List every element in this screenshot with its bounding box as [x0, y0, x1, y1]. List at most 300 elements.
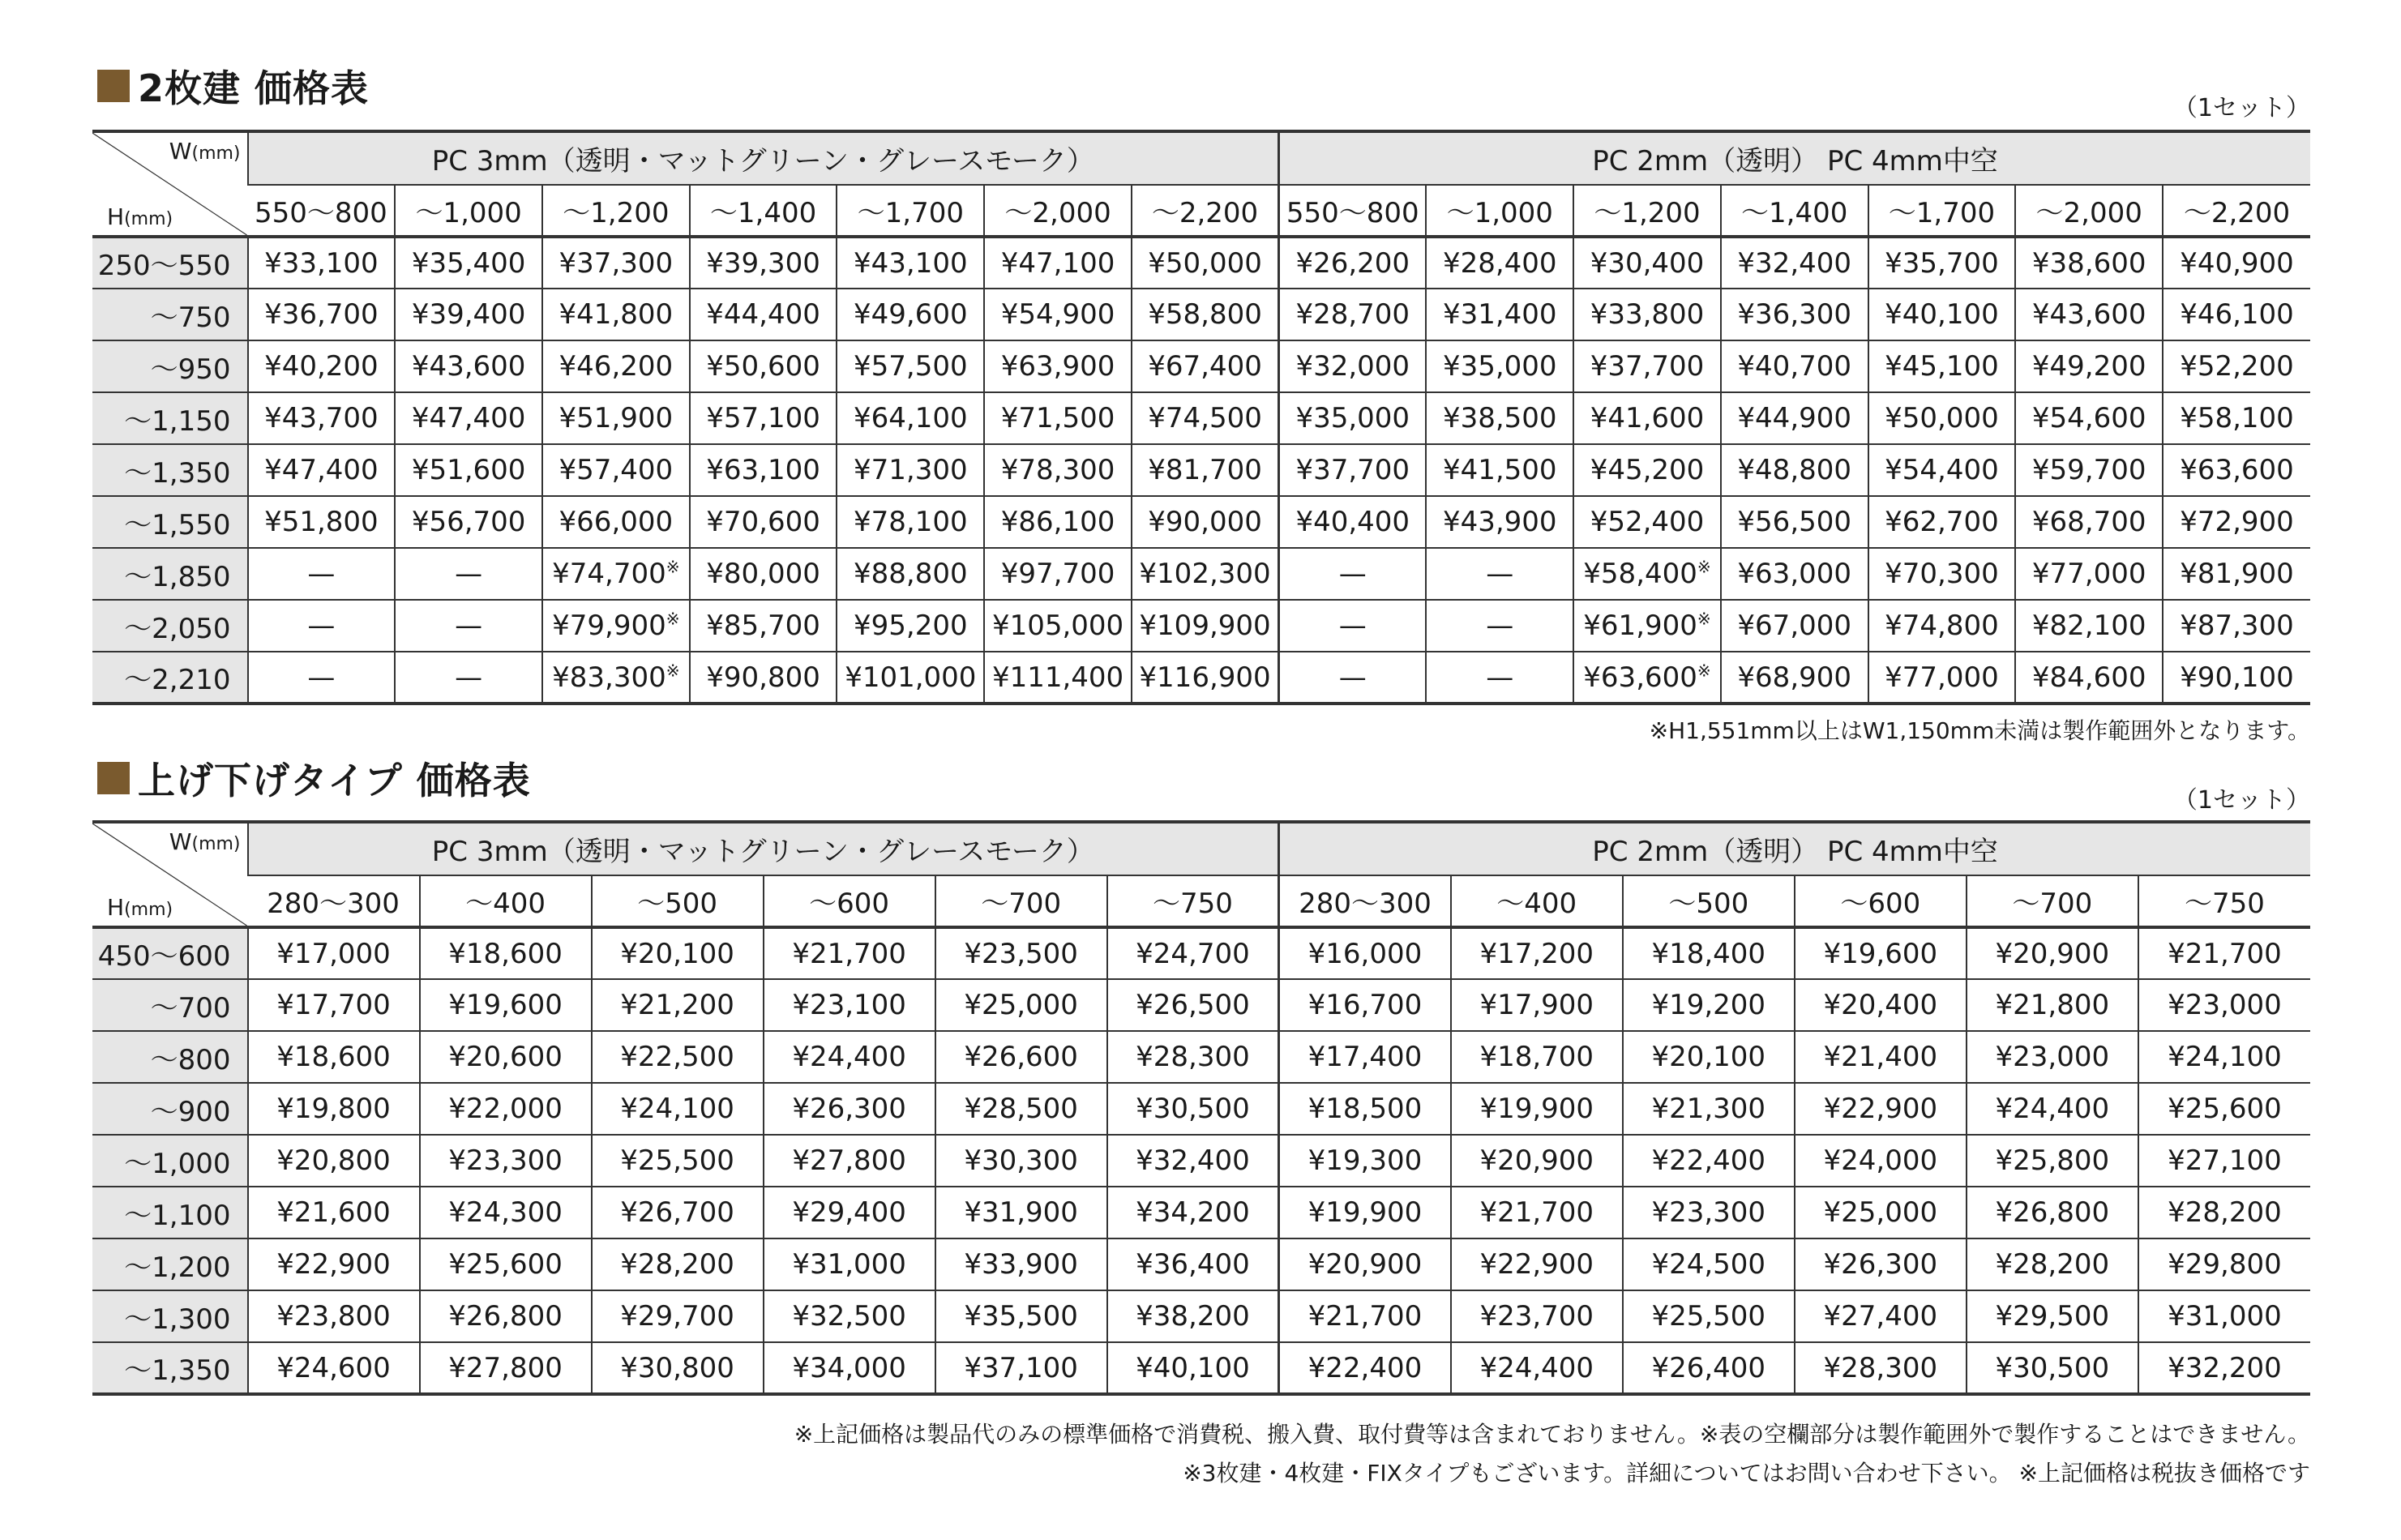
price-cell: ¥40,700 [1721, 340, 1868, 392]
table-group-header-row [92, 131, 2310, 185]
group-header-pc2mm-4mm: PC 2mm（透明） PC 4mm中空 [1279, 822, 2310, 875]
price-cell: ¥58,400※ [1573, 548, 1721, 600]
price-cell: ¥21,700 [764, 927, 935, 979]
price-cell: ¥52,200 [2163, 340, 2310, 392]
price-cell: ¥34,000 [764, 1342, 935, 1394]
footer-note-2: ※3枚建・4枚建・FIXタイプもございます。詳細についてはお問い合わせ下さい。 ※上記価格は税抜き価格です [1183, 1460, 2310, 1487]
price-cell: ¥37,300 [542, 237, 690, 289]
column-header: 〜600 [1795, 875, 1967, 927]
price-cell: ¥24,400 [1967, 1083, 2138, 1135]
price-cell: ¥18,600 [420, 927, 592, 979]
row-header: 〜700 [92, 979, 248, 1031]
price-cell: ¥109,900 [1132, 600, 1279, 652]
price-cell: — [395, 600, 542, 652]
price-cell: ¥30,300 [935, 1135, 1107, 1187]
table1-title-text: 2枚建 価格表 [138, 66, 370, 110]
price-cell: ¥18,400 [1623, 927, 1795, 979]
price-cell: ¥23,800 [248, 1290, 420, 1342]
price-cell: ¥71,300 [837, 444, 984, 496]
price-cell: ¥27,100 [2138, 1135, 2310, 1187]
price-cell: ¥78,100 [837, 496, 984, 548]
price-cell: ¥74,700※ [542, 548, 690, 600]
row-header: 〜2,050 [92, 600, 248, 652]
price-table-sliding [92, 820, 2310, 1396]
price-cell: ¥37,700 [1573, 340, 1721, 392]
price-cell: ¥71,500 [984, 392, 1132, 444]
price-cell: ¥64,100 [837, 392, 984, 444]
price-cell: ¥70,600 [690, 496, 837, 548]
price-cell: ¥54,600 [2015, 392, 2163, 444]
table1-footnote: ※H1,551mm以上はW1,150mm未満は製作範囲外となります。 [1649, 717, 2310, 744]
price-cell: ¥17,700 [248, 979, 420, 1031]
price-cell: — [1426, 652, 1573, 704]
price-cell: ¥57,400 [542, 444, 690, 496]
price-cell: ¥39,300 [690, 237, 837, 289]
note-mark: ※ [1697, 609, 1711, 629]
column-header: 〜700 [935, 875, 1107, 927]
price-cell: ¥35,500 [935, 1290, 1107, 1342]
note-mark: ※ [1697, 557, 1711, 577]
price-cell: ¥77,000 [1868, 652, 2016, 704]
table-row [92, 1135, 2310, 1187]
row-header: 250〜550 [92, 237, 248, 289]
price-cell: ¥26,500 [1107, 979, 1279, 1031]
column-header: 550〜800 [248, 185, 396, 237]
table2-set-label: （1セット） [2172, 786, 2310, 815]
table-row [92, 979, 2310, 1031]
price-cell: ¥95,200 [837, 600, 984, 652]
table-row [92, 392, 2310, 444]
square-bullet-icon [97, 70, 130, 102]
price-cell: ¥26,800 [420, 1290, 592, 1342]
price-cell: ¥54,400 [1868, 444, 2016, 496]
table-row [92, 652, 2310, 704]
price-cell: ¥26,400 [1623, 1342, 1795, 1394]
price-cell: ¥22,400 [1279, 1342, 1451, 1394]
price-cell: ¥40,900 [2163, 237, 2310, 289]
price-cell: ¥23,700 [1451, 1290, 1623, 1342]
column-header: 280〜300 [1279, 875, 1451, 927]
row-header: 〜1,350 [92, 1342, 248, 1394]
price-cell: ¥63,100 [690, 444, 837, 496]
price-cell: ¥38,500 [1426, 392, 1573, 444]
price-cell: ¥24,300 [420, 1187, 592, 1238]
group-header-pc3mm: PC 3mm（透明・マットグリーン・グレースモーク） [248, 822, 1279, 875]
price-cell: ¥49,200 [2015, 340, 2163, 392]
price-cell: ¥23,000 [1967, 1031, 2138, 1083]
column-header: 550〜800 [1279, 185, 1427, 237]
price-cell: ¥28,200 [1967, 1238, 2138, 1290]
price-cell: ¥28,200 [2138, 1187, 2310, 1238]
price-cell: ¥21,800 [1967, 979, 2138, 1031]
price-cell: ¥85,700 [690, 600, 837, 652]
price-cell: ¥97,700 [984, 548, 1132, 600]
price-cell: ¥16,700 [1279, 979, 1451, 1031]
note-mark: ※ [666, 661, 680, 681]
price-cell: ¥74,500 [1132, 392, 1279, 444]
price-cell: ¥23,300 [420, 1135, 592, 1187]
row-header: 〜1,200 [92, 1238, 248, 1290]
price-cell: ¥17,900 [1451, 979, 1623, 1031]
column-header: 〜2,200 [2163, 185, 2310, 237]
price-cell: ¥111,400 [984, 652, 1132, 704]
height-axis-label: H(mm) [107, 894, 173, 921]
price-cell: ¥61,900※ [1573, 600, 1721, 652]
price-cell: ¥47,100 [984, 237, 1132, 289]
price-cell: ¥47,400 [395, 392, 542, 444]
price-cell: ¥29,800 [2138, 1238, 2310, 1290]
price-cell: ¥30,500 [1107, 1083, 1279, 1135]
price-cell: ¥45,100 [1868, 340, 2016, 392]
price-cell: ¥29,500 [1967, 1290, 2138, 1342]
price-cell: ¥17,400 [1279, 1031, 1451, 1083]
square-bullet-icon [97, 762, 130, 794]
price-cell: ¥24,500 [1623, 1238, 1795, 1290]
column-header: 〜1,400 [690, 185, 837, 237]
row-header: 〜1,300 [92, 1290, 248, 1342]
table2-title-text: 上げ下げタイプ 価格表 [138, 759, 531, 802]
price-cell: ¥31,000 [2138, 1290, 2310, 1342]
price-cell: ¥34,200 [1107, 1187, 1279, 1238]
price-cell: ¥20,400 [1795, 979, 1967, 1031]
price-cell: ¥28,500 [935, 1083, 1107, 1135]
price-cell: — [248, 548, 396, 600]
column-header: 〜1,700 [837, 185, 984, 237]
price-cell: ¥88,800 [837, 548, 984, 600]
price-cell: ¥21,200 [592, 979, 764, 1031]
price-cell: ¥33,800 [1573, 289, 1721, 340]
group-header-pc3mm: PC 3mm（透明・マットグリーン・グレースモーク） [248, 131, 1279, 185]
column-header: 〜2,000 [984, 185, 1132, 237]
price-cell: ¥67,400 [1132, 340, 1279, 392]
price-cell: ¥35,700 [1868, 237, 2016, 289]
row-header: 〜750 [92, 289, 248, 340]
row-header: 〜1,150 [92, 392, 248, 444]
column-header: 〜600 [764, 875, 935, 927]
price-cell: ¥22,900 [1795, 1083, 1967, 1135]
table-row [92, 289, 2310, 340]
price-cell: ¥43,600 [395, 340, 542, 392]
price-cell: ¥40,100 [1868, 289, 2016, 340]
table-column-header-row [92, 185, 2310, 237]
price-cell: ¥30,400 [1573, 237, 1721, 289]
price-cell: — [248, 652, 396, 704]
price-cell: ¥77,000 [2015, 548, 2163, 600]
price-cell: ¥31,900 [935, 1187, 1107, 1238]
price-cell: — [1279, 652, 1427, 704]
row-header: 〜2,210 [92, 652, 248, 704]
price-cell: ¥37,100 [935, 1342, 1107, 1394]
price-cell: ¥40,100 [1107, 1342, 1279, 1394]
price-cell: ¥50,000 [1132, 237, 1279, 289]
table-row [92, 600, 2310, 652]
price-cell: ¥28,300 [1795, 1342, 1967, 1394]
price-cell: ¥21,700 [1279, 1290, 1451, 1342]
price-cell: ¥32,200 [2138, 1342, 2310, 1394]
price-cell: ¥19,600 [420, 979, 592, 1031]
price-cell: ¥58,800 [1132, 289, 1279, 340]
price-cell: ¥21,400 [1795, 1031, 1967, 1083]
row-header: 〜950 [92, 340, 248, 392]
price-cell: ¥28,300 [1107, 1031, 1279, 1083]
row-header: 〜800 [92, 1031, 248, 1083]
price-cell: ¥26,600 [935, 1031, 1107, 1083]
price-cell: ¥21,600 [248, 1187, 420, 1238]
price-cell: ¥90,800 [690, 652, 837, 704]
price-cell: ¥24,400 [1451, 1342, 1623, 1394]
price-cell: ¥22,900 [248, 1238, 420, 1290]
price-cell: ¥18,500 [1279, 1083, 1451, 1135]
column-header: 〜1,700 [1868, 185, 2016, 237]
price-cell: ¥39,400 [395, 289, 542, 340]
price-cell: ¥33,900 [935, 1238, 1107, 1290]
price-cell: ¥20,900 [1279, 1238, 1451, 1290]
price-cell: ¥83,300※ [542, 652, 690, 704]
price-cell: ¥28,700 [1279, 289, 1427, 340]
column-header: 〜1,200 [1573, 185, 1721, 237]
price-cell: ¥50,000 [1868, 392, 2016, 444]
price-cell: ¥56,700 [395, 496, 542, 548]
price-cell: ¥80,000 [690, 548, 837, 600]
price-cell: ¥26,200 [1279, 237, 1427, 289]
price-cell: ¥28,200 [592, 1238, 764, 1290]
price-cell: ¥47,400 [248, 444, 396, 496]
price-cell: ¥46,100 [2163, 289, 2310, 340]
price-cell: ¥19,900 [1451, 1083, 1623, 1135]
price-cell: ¥20,800 [248, 1135, 420, 1187]
price-cell: ¥26,300 [1795, 1238, 1967, 1290]
price-cell: ¥27,400 [1795, 1290, 1967, 1342]
price-cell: ¥19,600 [1795, 927, 1967, 979]
price-cell: ¥51,800 [248, 496, 396, 548]
table-row [92, 340, 2310, 392]
price-cell: ¥72,900 [2163, 496, 2310, 548]
price-cell: ¥38,600 [2015, 237, 2163, 289]
table2-title [97, 754, 531, 802]
price-cell: ¥36,300 [1721, 289, 1868, 340]
price-cell: ¥36,700 [248, 289, 396, 340]
price-cell: ¥22,500 [592, 1031, 764, 1083]
price-cell: ¥29,400 [764, 1187, 935, 1238]
price-cell: ¥19,900 [1279, 1187, 1451, 1238]
price-table-2-panel [92, 130, 2310, 705]
price-cell: ¥17,200 [1451, 927, 1623, 979]
price-cell: ¥24,400 [764, 1031, 935, 1083]
price-cell: ¥20,900 [1451, 1135, 1623, 1187]
price-cell: ¥32,400 [1721, 237, 1868, 289]
column-header: 〜500 [1623, 875, 1795, 927]
footer-note-1: ※上記価格は製品代のみの標準価格で消費税、搬入費、取付費等は含まれておりません。※表の空欄部分は製作範囲外で製作することはできません。 [794, 1421, 2310, 1448]
price-cell: ¥43,900 [1426, 496, 1573, 548]
price-cell: ¥22,900 [1451, 1238, 1623, 1290]
column-header: 〜2,000 [2015, 185, 2163, 237]
price-cell: ¥116,900 [1132, 652, 1279, 704]
price-cell: ¥30,500 [1967, 1342, 2138, 1394]
column-header: 〜1,400 [1721, 185, 1868, 237]
price-cell: ¥22,400 [1623, 1135, 1795, 1187]
price-cell: ¥68,900 [1721, 652, 1868, 704]
price-cell: ¥79,900※ [542, 600, 690, 652]
price-cell: — [248, 600, 396, 652]
price-cell: — [395, 548, 542, 600]
price-cell: ¥25,500 [592, 1135, 764, 1187]
price-cell: ¥20,100 [592, 927, 764, 979]
price-cell: ¥41,800 [542, 289, 690, 340]
price-cell: ¥35,000 [1279, 392, 1427, 444]
width-axis-label: W(mm) [169, 138, 241, 165]
price-cell: ¥43,100 [837, 237, 984, 289]
price-cell: ¥23,500 [935, 927, 1107, 979]
price-cell: ¥74,800 [1868, 600, 2016, 652]
price-cell: ¥24,700 [1107, 927, 1279, 979]
price-cell: ¥25,000 [1795, 1187, 1967, 1238]
column-header: 〜1,200 [542, 185, 690, 237]
column-header: 〜500 [592, 875, 764, 927]
price-cell: ¥63,600 [2163, 444, 2310, 496]
price-cell: ¥63,900 [984, 340, 1132, 392]
price-cell: — [1279, 600, 1427, 652]
table1-title [97, 62, 369, 110]
price-cell: ¥26,300 [764, 1083, 935, 1135]
price-cell: ¥84,600 [2015, 652, 2163, 704]
price-cell: ¥22,000 [420, 1083, 592, 1135]
price-cell: — [1279, 548, 1427, 600]
price-cell: ¥30,800 [592, 1342, 764, 1394]
price-cell: ¥43,600 [2015, 289, 2163, 340]
note-mark: ※ [666, 557, 680, 577]
price-cell: ¥26,700 [592, 1187, 764, 1238]
column-header: 〜2,200 [1132, 185, 1279, 237]
price-cell: ¥20,100 [1623, 1031, 1795, 1083]
price-cell: ¥43,700 [248, 392, 396, 444]
price-cell: ¥70,300 [1868, 548, 2016, 600]
table-row [92, 927, 2310, 979]
row-header: 〜900 [92, 1083, 248, 1135]
price-cell: ¥52,400 [1573, 496, 1721, 548]
price-cell: ¥24,100 [592, 1083, 764, 1135]
price-cell: ¥57,100 [690, 392, 837, 444]
row-header: 〜1,000 [92, 1135, 248, 1187]
table1-set-label: （1セット） [2172, 94, 2310, 122]
price-cell: ¥48,800 [1721, 444, 1868, 496]
price-cell: ¥62,700 [1868, 496, 2016, 548]
price-cell: ¥18,700 [1451, 1031, 1623, 1083]
price-cell: ¥68,700 [2015, 496, 2163, 548]
price-cell: ¥49,600 [837, 289, 984, 340]
table-row [92, 1083, 2310, 1135]
price-cell: ¥25,600 [2138, 1083, 2310, 1135]
price-cell: ¥78,300 [984, 444, 1132, 496]
height-axis-label: H(mm) [107, 203, 173, 230]
price-cell: ¥63,600※ [1573, 652, 1721, 704]
price-cell: ¥21,300 [1623, 1083, 1795, 1135]
price-cell: ¥82,100 [2015, 600, 2163, 652]
note-mark: ※ [666, 609, 680, 629]
price-cell: ¥56,500 [1721, 496, 1868, 548]
price-cell: ¥24,100 [2138, 1031, 2310, 1083]
price-cell: ¥24,600 [248, 1342, 420, 1394]
column-header: 〜750 [2138, 875, 2310, 927]
price-cell: ¥21,700 [1451, 1187, 1623, 1238]
price-cell: ¥21,700 [2138, 927, 2310, 979]
price-cell: ¥26,800 [1967, 1187, 2138, 1238]
price-cell: ¥36,400 [1107, 1238, 1279, 1290]
column-header: 〜400 [1451, 875, 1623, 927]
price-cell: ¥63,000 [1721, 548, 1868, 600]
table-row [92, 496, 2310, 548]
price-cell: ¥31,400 [1426, 289, 1573, 340]
price-cell: ¥25,800 [1967, 1135, 2138, 1187]
price-cell: ¥44,900 [1721, 392, 1868, 444]
price-cell: ¥81,700 [1132, 444, 1279, 496]
price-cell: ¥27,800 [420, 1342, 592, 1394]
price-cell: ¥40,200 [248, 340, 396, 392]
price-cell: ¥45,200 [1573, 444, 1721, 496]
price-cell: ¥20,900 [1967, 927, 2138, 979]
width-axis-label: W(mm) [169, 828, 241, 855]
column-header: 〜400 [420, 875, 592, 927]
price-cell: ¥32,400 [1107, 1135, 1279, 1187]
price-cell: ¥81,900 [2163, 548, 2310, 600]
table-column-header-row [92, 875, 2310, 927]
price-cell: ¥28,400 [1426, 237, 1573, 289]
price-cell: ¥24,000 [1795, 1135, 1967, 1187]
price-cell: ¥46,200 [542, 340, 690, 392]
price-cell: ¥27,800 [764, 1135, 935, 1187]
price-cell: ¥29,700 [592, 1290, 764, 1342]
price-cell: ¥51,900 [542, 392, 690, 444]
table-row [92, 1238, 2310, 1290]
price-cell: — [1426, 600, 1573, 652]
price-cell: ¥38,200 [1107, 1290, 1279, 1342]
table-row [92, 1187, 2310, 1238]
price-cell: ¥19,800 [248, 1083, 420, 1135]
price-cell: ¥23,100 [764, 979, 935, 1031]
price-cell: ¥54,900 [984, 289, 1132, 340]
price-cell: ¥20,600 [420, 1031, 592, 1083]
price-cell: ¥90,000 [1132, 496, 1279, 548]
price-cell: ¥25,500 [1623, 1290, 1795, 1342]
price-cell: ¥41,500 [1426, 444, 1573, 496]
price-cell: ¥19,200 [1623, 979, 1795, 1031]
price-cell: ¥31,000 [764, 1238, 935, 1290]
price-cell: ¥101,000 [837, 652, 984, 704]
price-cell: ¥58,100 [2163, 392, 2310, 444]
price-cell: ¥90,100 [2163, 652, 2310, 704]
price-cell: ¥41,600 [1573, 392, 1721, 444]
price-cell: ¥37,700 [1279, 444, 1427, 496]
note-mark: ※ [1697, 661, 1711, 681]
table-row [92, 237, 2310, 289]
column-header: 〜1,000 [1426, 185, 1573, 237]
price-cell: ¥105,000 [984, 600, 1132, 652]
table-row [92, 1031, 2310, 1083]
price-cell: ¥32,000 [1279, 340, 1427, 392]
row-header: 〜1,350 [92, 444, 248, 496]
price-cell: — [395, 652, 542, 704]
price-cell: ¥87,300 [2163, 600, 2310, 652]
row-header: 〜1,550 [92, 496, 248, 548]
column-header: 〜700 [1967, 875, 2138, 927]
price-cell: ¥25,600 [420, 1238, 592, 1290]
table-group-header-row [92, 822, 2310, 875]
table-row [92, 548, 2310, 600]
price-cell: ¥50,600 [690, 340, 837, 392]
column-header: 280〜300 [248, 875, 420, 927]
price-cell: ¥102,300 [1132, 548, 1279, 600]
price-cell: ¥23,000 [2138, 979, 2310, 1031]
table-row [92, 444, 2310, 496]
